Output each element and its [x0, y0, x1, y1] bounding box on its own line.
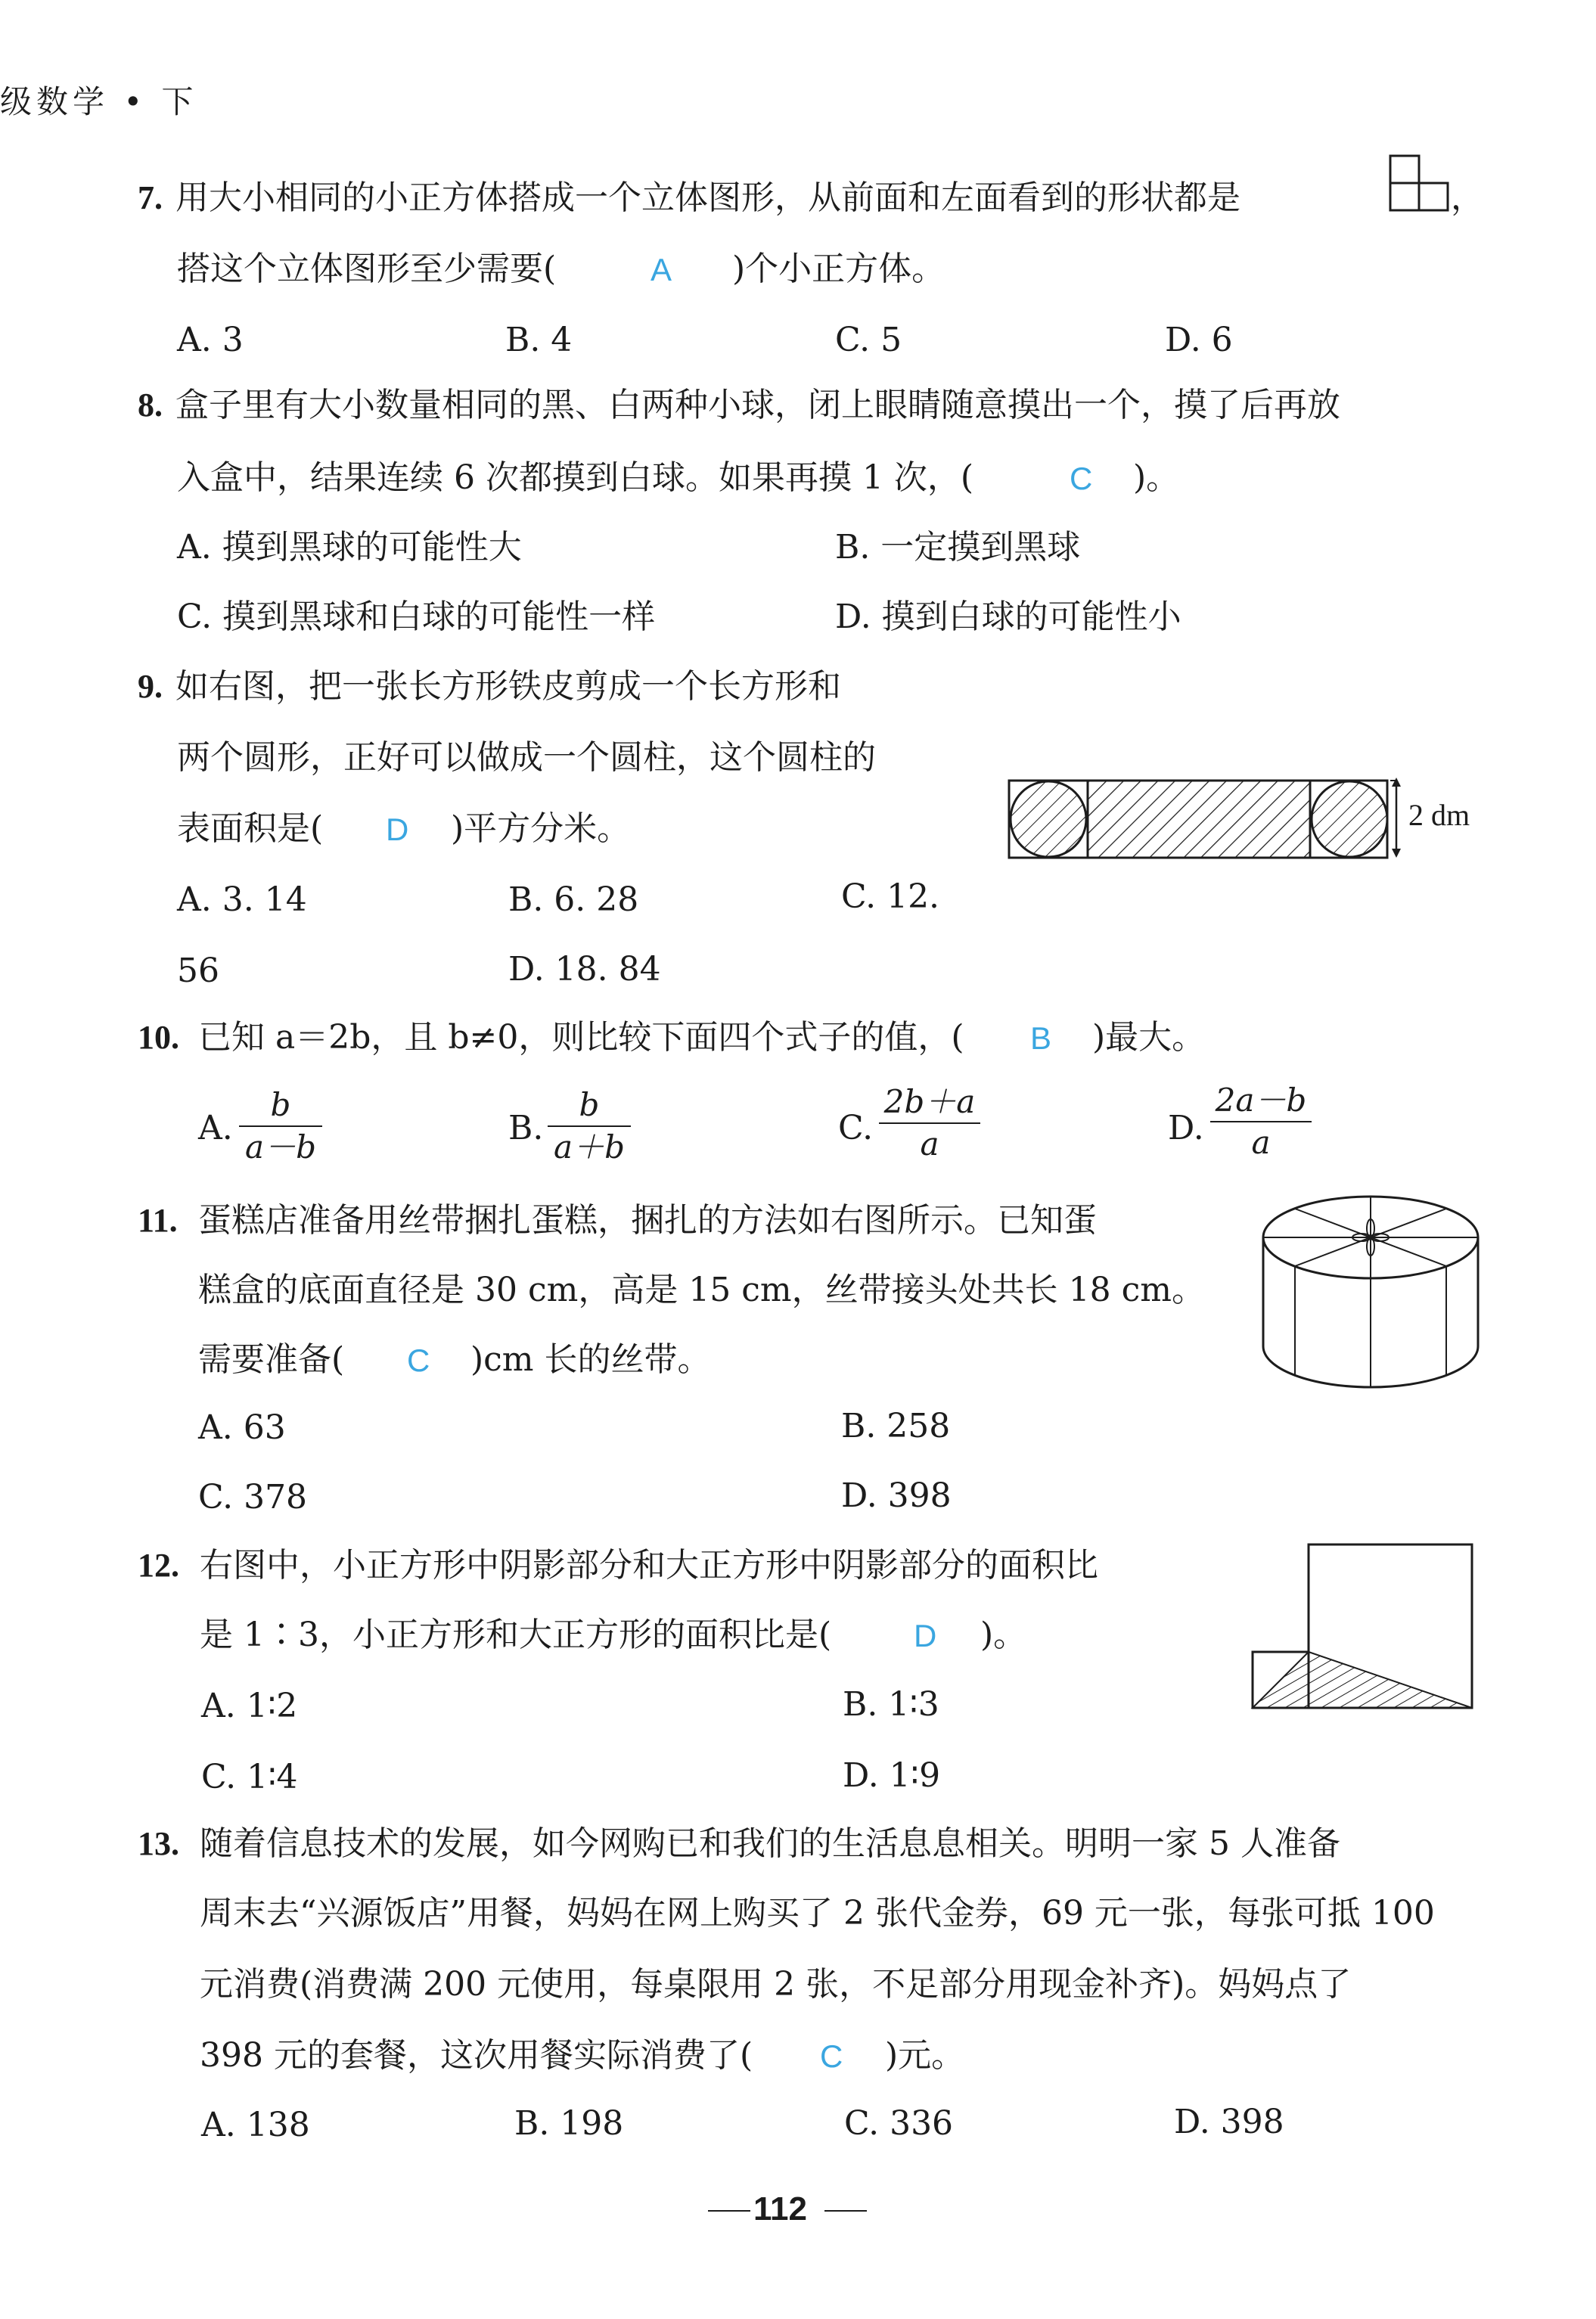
question-9-option-b: B. 6. 28	[508, 880, 639, 919]
question-13-answer: C	[820, 2038, 843, 2074]
question-13-option-c: C. 336	[844, 2104, 954, 2143]
question-8-line-1: 盒子里有大小数量相同的黑、白两种小球，闭上眼睛随意摸出一个，摸了后再放	[175, 386, 1340, 424]
question-8-number: 8.	[138, 386, 163, 424]
question-12-option-a: A. 1∶2	[201, 1687, 298, 1725]
cake-box-figure	[1257, 1192, 1484, 1404]
question-11-option-a: A. 63	[198, 1408, 286, 1447]
question-9-number: 9.	[138, 668, 163, 705]
question-11-option-b: B. 258	[841, 1407, 951, 1445]
question-10-option-a-label: A.	[198, 1109, 233, 1147]
question-13-line-4b: )元。	[885, 2036, 965, 2075]
question-10-option-d-label: D.	[1168, 1109, 1204, 1147]
question-9-option-c: C. 12.	[841, 877, 940, 916]
question-9-line-1: 如右图，把一张长方形铁皮剪成一个长方形和	[175, 667, 841, 706]
question-12-option-c: C. 1∶4	[201, 1758, 298, 1796]
question-10-option-a-fraction	[239, 1086, 322, 1166]
question-8-option-b: B. 一定摸到黑球	[835, 528, 1081, 567]
question-13-option-b: B. 198	[514, 2104, 624, 2143]
question-13-line-4a: 398 元的套餐，这次用餐实际消费了(	[200, 2036, 753, 2075]
question-10-answer: B	[1030, 1020, 1052, 1056]
question-8-option-c: C. 摸到黑球和白球的可能性一样	[177, 598, 656, 636]
fraction-numerator: b	[270, 1086, 291, 1123]
question-10-option-c-label: C.	[838, 1109, 874, 1147]
question-7-option-b: B. 4	[505, 321, 573, 359]
question-13-line-2: 周末去“兴源饭店”用餐，妈妈在网上购买了 2 张代金券，69 元一张，每张可抵 100	[200, 1894, 1435, 1932]
question-9-answer: D	[386, 812, 409, 847]
question-8-line-2a: 入盒中，结果连续 6 次都摸到白球。如果再摸 1 次，(	[177, 458, 974, 497]
question-13-number: 13.	[138, 1825, 179, 1862]
fraction-denominator: a	[920, 1125, 939, 1163]
fraction-numerator: 2a－b	[1215, 1082, 1307, 1119]
page-number: 112	[753, 2190, 807, 2227]
question-12-line-2b: )。	[980, 1616, 1027, 1654]
question-9-option-c-continued: 56	[177, 952, 219, 990]
question-11-line-1: 蛋糕店准备用丝带捆扎蛋糕，捆扎的方法如右图所示。已知蛋	[198, 1201, 1097, 1240]
fraction-denominator: a	[1251, 1124, 1271, 1161]
squares-figure	[1248, 1540, 1480, 1711]
question-12-line-2a: 是 1∶3，小正方形和大正方形的面积比是(	[200, 1616, 832, 1654]
question-11-number: 11.	[138, 1202, 178, 1239]
question-11-line-3a: 需要准备(	[198, 1340, 345, 1379]
question-10-line-1a: 已知 a＝2b，且 b≠0，则比较下面四个式子的值，(	[198, 1018, 964, 1057]
question-7-line-2b: )个小正方体。	[732, 250, 945, 288]
question-7-option-c: C. 5	[835, 321, 902, 359]
question-11-option-c: C. 378	[198, 1478, 308, 1517]
view-shape-figure	[1389, 154, 1449, 215]
question-8-option-a: A. 摸到黑球的可能性大	[177, 528, 522, 567]
question-10-option-b-fraction	[548, 1086, 631, 1166]
question-7-answer: A	[651, 252, 672, 287]
question-10-option-d-fraction	[1210, 1082, 1312, 1161]
question-11-line-3b: )cm 长的丝带。	[470, 1340, 711, 1379]
question-9-option-a: A. 3. 14	[177, 880, 307, 919]
question-7-line-1: 用大小相同的小正方体搭成一个立体图形，从前面和左面看到的形状都是	[175, 179, 1240, 217]
question-12-line-1: 右图中，小正方形中阴影部分和大正方形中阴影部分的面积比	[200, 1546, 1098, 1585]
question-8-line-2b: )。	[1133, 458, 1180, 497]
question-8-option-d: D. 摸到白球的可能性小	[835, 598, 1181, 636]
question-11-option-d: D. 398	[841, 1476, 952, 1515]
question-10-option-b-label: B.	[508, 1109, 544, 1147]
fraction-numerator: 2b＋a	[883, 1083, 976, 1120]
question-10-option-c-fraction	[879, 1083, 980, 1163]
dimension-arrow	[1386, 776, 1408, 859]
question-13-line-1: 随着信息技术的发展，如今网购已和我们的生活息息相关。明明一家 5 人准备	[200, 1824, 1340, 1863]
question-9-line-3b: )平方分米。	[451, 809, 631, 848]
question-9-line-3a: 表面积是(	[177, 809, 324, 848]
question-12-option-b: B. 1∶3	[843, 1685, 939, 1724]
question-11-line-2: 糕盒的底面直径是 30 cm，高是 15 cm，丝带接头处共长 18 cm。	[198, 1271, 1205, 1309]
question-7-option-a: A. 3	[177, 321, 244, 359]
question-10-line-1b: )最大。	[1092, 1018, 1206, 1057]
fraction-denominator: a＋b	[554, 1128, 625, 1166]
question-7-comma: ，	[1451, 179, 1484, 217]
figure-dimension-label: 2 dm	[1408, 798, 1470, 832]
page-header: 级数学 • 下	[0, 83, 198, 120]
question-7-option-d: D. 6	[1165, 321, 1233, 359]
question-12-answer: D	[914, 1618, 937, 1653]
question-7-number: 7.	[138, 179, 163, 216]
sheet-metal-figure	[1003, 764, 1396, 862]
page-number-rule-right	[824, 2210, 867, 2212]
question-13-option-a: A. 138	[201, 2106, 310, 2144]
fraction-denominator: a－b	[245, 1128, 316, 1166]
question-13-line-3: 元消费(消费满 200 元使用，每桌限用 2 张，不足部分用现金补齐)。妈妈点了	[200, 1965, 1352, 2004]
question-12-option-d: D. 1∶9	[843, 1756, 941, 1795]
page-number-rule-left	[708, 2210, 750, 2212]
question-10-number: 10.	[138, 1019, 179, 1056]
question-11-answer: C	[407, 1343, 430, 1378]
question-8-answer: C	[1070, 461, 1093, 496]
question-13-option-d: D. 398	[1174, 2103, 1284, 2141]
question-9-option-d: D. 18. 84	[508, 950, 661, 989]
question-7-line-2a: 搭这个立体图形至少需要(	[177, 250, 557, 288]
question-9-line-2: 两个圆形，正好可以做成一个圆柱，这个圆柱的	[177, 738, 876, 777]
question-12-number: 12.	[138, 1547, 179, 1584]
fraction-numerator: b	[579, 1086, 600, 1123]
